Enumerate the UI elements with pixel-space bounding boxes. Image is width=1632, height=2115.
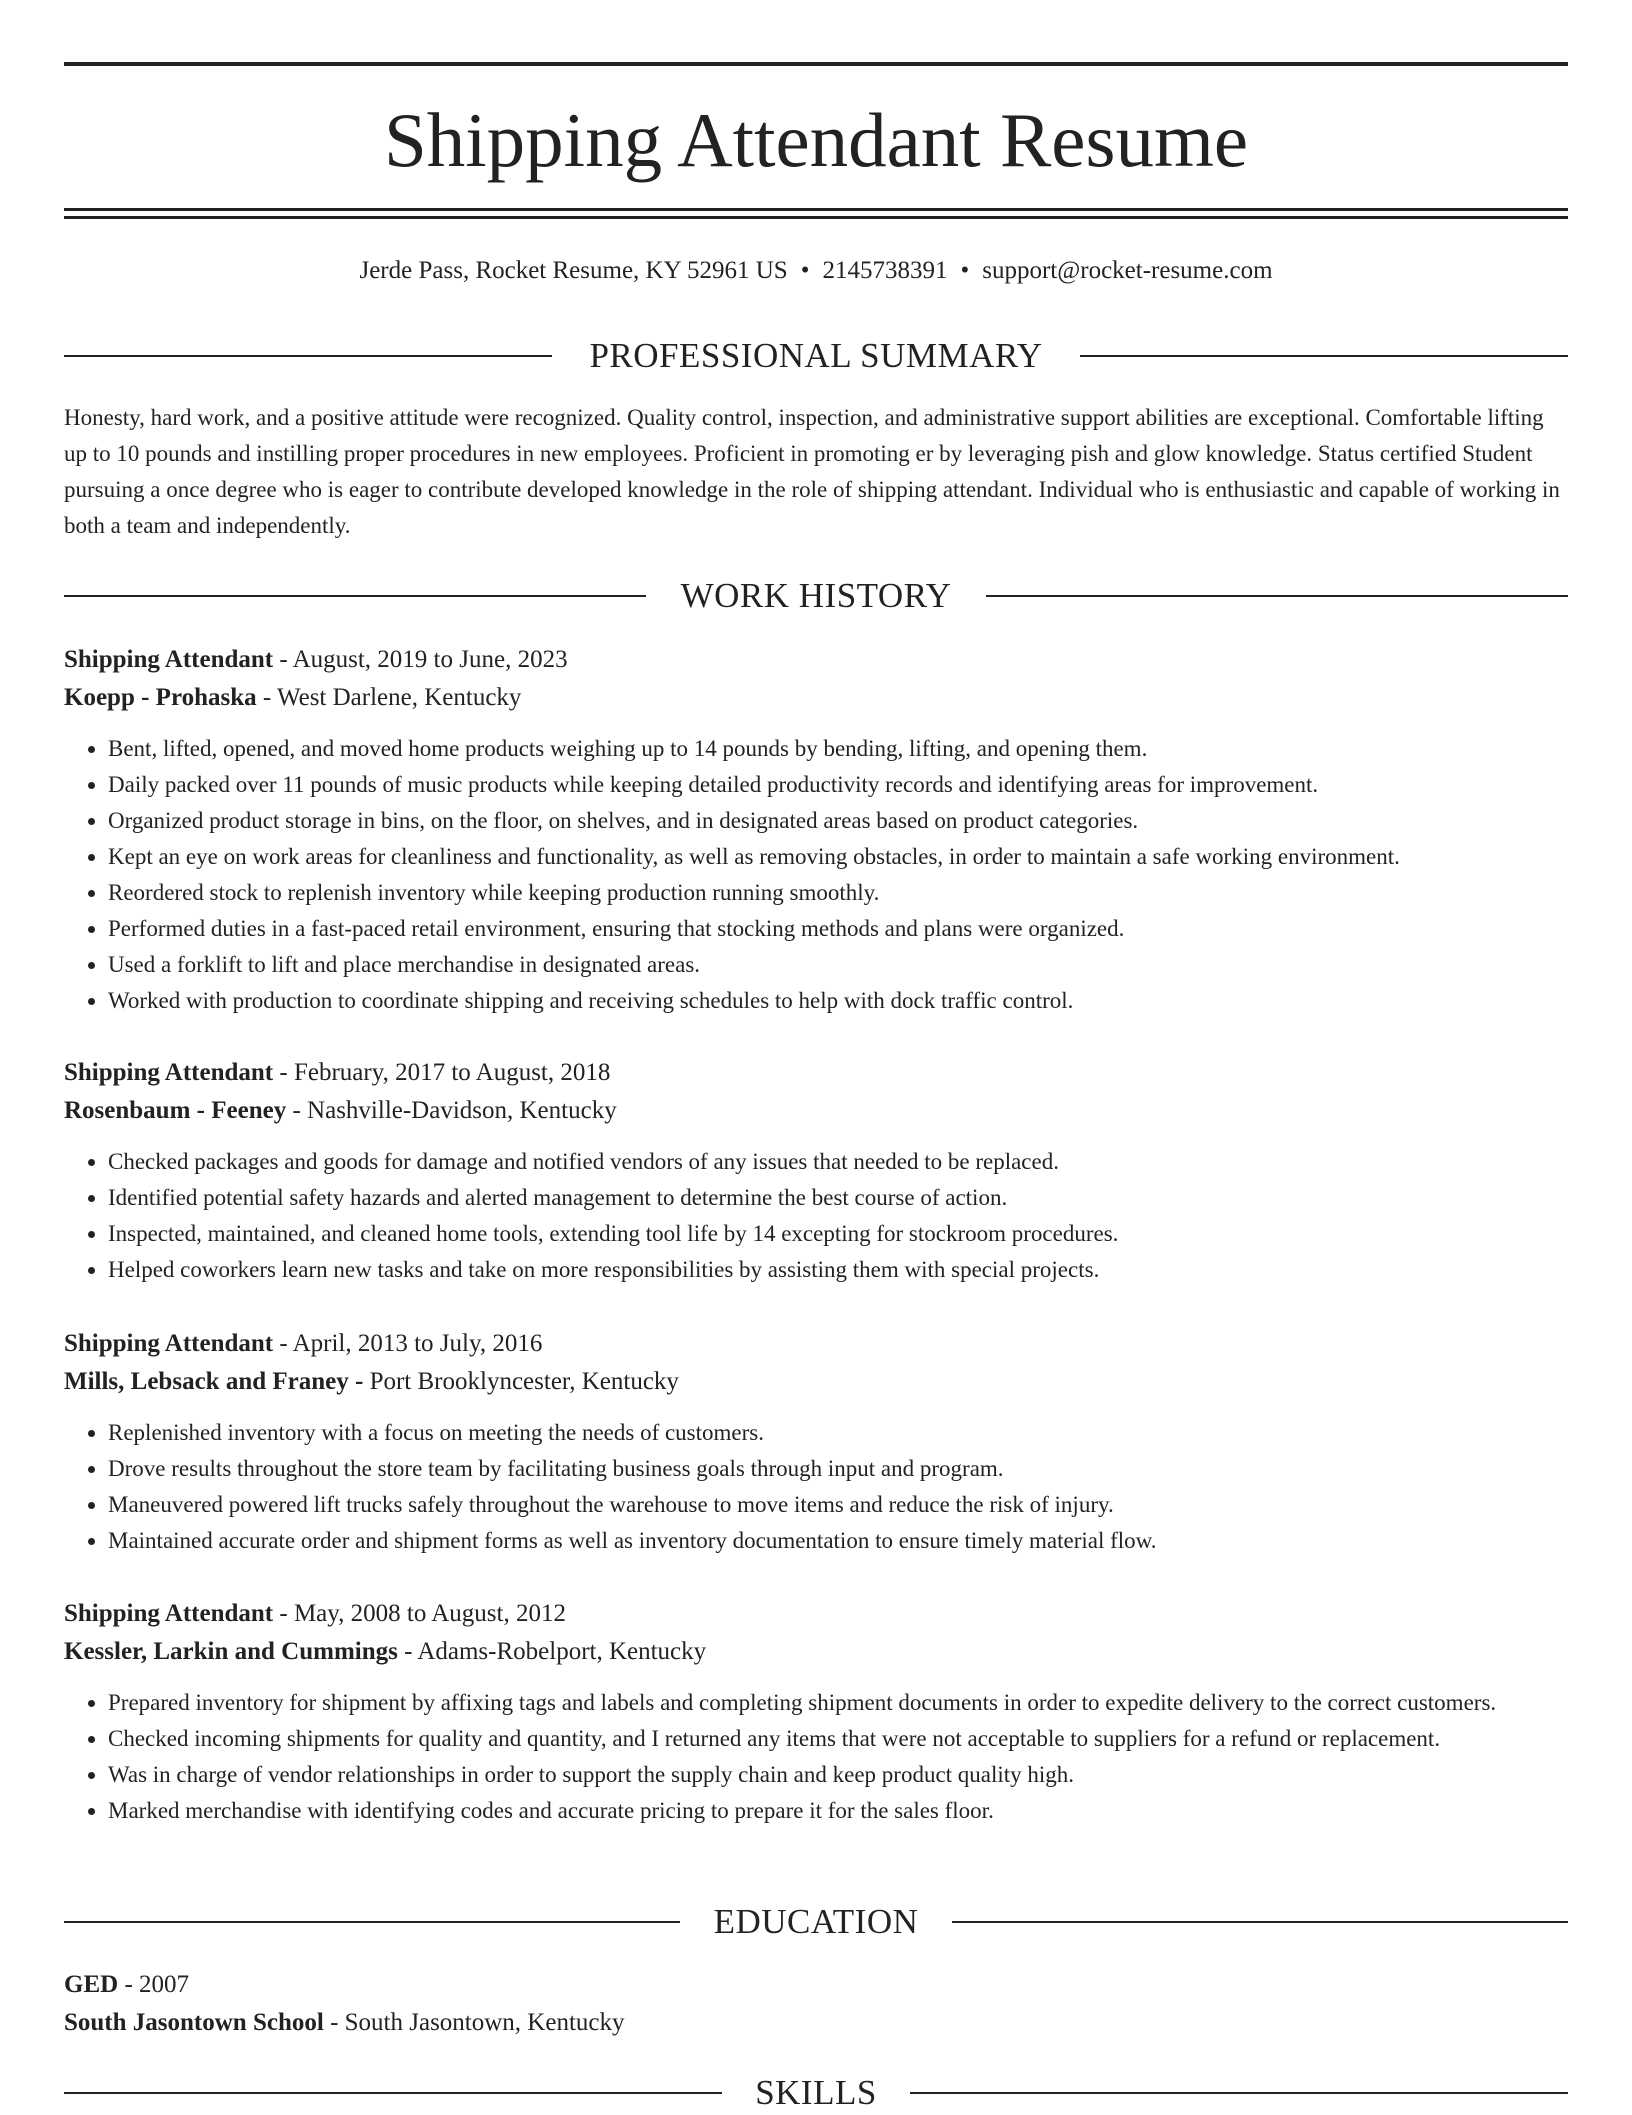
job-company-line	[64, 1363, 1568, 1401]
job-company: Mills, Lebsack and Franey -	[64, 1368, 370, 1395]
job-title: Shipping Attendant	[64, 1600, 274, 1627]
section-title: SKILLS	[755, 2073, 877, 2112]
job-bullet: • Kept an eye on work areas for cleanliness and functionality, as well as removing obstacles, in order to maintain a safe working environment.	[108, 839, 1568, 875]
job-bullet: • Inspected, maintained, and cleaned home tools, extending tool life by 14 excepting for stockroom procedures.	[108, 1216, 1568, 1252]
job-dates: - August, 2019 to June, 2023	[273, 646, 568, 673]
section-heading-summary	[64, 334, 1568, 378]
education-school-line	[64, 2004, 1568, 2042]
education-degree: GED	[64, 1971, 119, 1998]
resume-title: Shipping Attendant Resume	[383, 97, 1249, 183]
contact-separator: •	[960, 257, 970, 284]
job-bullet: • Prepared inventory for shipment by affixing tags and labels and completing shipment documents in order to expedite delivery to the correct customers.	[108, 1685, 1568, 1721]
job-title-line	[64, 641, 1568, 679]
contact-line	[64, 254, 1568, 288]
job-bullet: • Maintained accurate order and shipment forms as well as inventory documentation to ensure timely material flow.	[108, 1523, 1568, 1559]
section-title: WORK HISTORY	[680, 576, 952, 615]
title-rule-lower	[64, 216, 1568, 219]
job-bullet: • Worked with production to coordinate shipping and receiving schedules to help with dock traffic control.	[108, 983, 1568, 1019]
contact-email: support@rocket-resume.com	[982, 257, 1273, 284]
job-company-line	[64, 1633, 1568, 1671]
job-bullet: • Identified potential safety hazards and alerted management to determine the best course of action.	[108, 1180, 1568, 1216]
education-school: South Jasontown School	[64, 2009, 324, 2036]
job-company-line	[64, 1092, 1568, 1130]
job-title: Shipping Attendant	[64, 646, 274, 673]
job-company: Rosenbaum - Feeney	[64, 1097, 287, 1124]
job-location: Port Brooklyncester, Kentucky	[369, 1368, 679, 1395]
job-location: - Adams-Robelport, Kentucky	[397, 1638, 707, 1665]
job-entry	[64, 1054, 1568, 1288]
job-entry	[64, 1595, 1568, 1829]
job-bullet: • Organized product storage in bins, on the floor, on shelves, and in designated areas based on product categories.	[108, 803, 1568, 839]
section-heading-skills	[64, 2071, 1568, 2115]
job-bullet: • Helped coworkers learn new tasks and take on more responsibilities by assisting them with special projects.	[108, 1252, 1568, 1288]
job-bullet: • Reordered stock to replenish inventory while keeping production running smoothly.	[108, 875, 1568, 911]
job-bullets	[64, 1685, 1568, 1829]
job-entry	[64, 1325, 1568, 1559]
education-degree-line	[64, 1966, 1568, 2004]
job-bullet: • Marked merchandise with identifying codes and accurate pricing to prepare it for the sales floor.	[108, 1793, 1568, 1829]
top-rule	[64, 62, 1568, 66]
job-location: - Nashville-Davidson, Kentucky	[286, 1097, 617, 1124]
job-bullet: • Drove results throughout the store team by facilitating business goals through input and program.	[108, 1451, 1568, 1487]
contact-phone: 2145738391	[822, 257, 948, 284]
job-location: - West Darlene, Kentucky	[256, 684, 522, 711]
section-title: EDUCATION	[713, 1902, 919, 1941]
job-company-line	[64, 679, 1568, 717]
job-bullet: • Maneuvered powered lift trucks safely throughout the warehouse to move items and reduce the risk of injury.	[108, 1487, 1568, 1523]
section-heading-work	[64, 574, 1568, 618]
job-bullets	[64, 1144, 1568, 1288]
job-title-line	[64, 1054, 1568, 1092]
job-company: Kessler, Larkin and Cummings	[64, 1638, 398, 1665]
job-bullet: • Daily packed over 11 pounds of music products while keeping detailed productivity records and identifying areas for improvement.	[108, 767, 1568, 803]
job-bullet: • Performed duties in a fast-paced retail environment, ensuring that stocking methods and plans were organized.	[108, 911, 1568, 947]
job-bullets	[64, 731, 1568, 1019]
job-bullet: • Was in charge of vendor relationships in order to support the supply chain and keep product quality high.	[108, 1757, 1568, 1793]
job-bullet: • Replenished inventory with a focus on meeting the needs of customers.	[108, 1415, 1568, 1451]
job-entry	[64, 641, 1568, 1019]
job-dates: - May, 2008 to August, 2012	[273, 1600, 566, 1627]
heading-rule-right	[952, 1921, 1568, 1923]
education-location: - South Jasontown, Kentucky	[323, 2009, 625, 2036]
job-company: Koepp - Prohaska	[64, 684, 257, 711]
job-bullet: • Checked incoming shipments for quality and quantity, and I returned any items that were not acceptable to suppliers for a refund or replacement.	[108, 1721, 1568, 1757]
job-dates: - April, 2013 to July, 2016	[273, 1330, 543, 1357]
job-bullet: • Checked packages and goods for damage and notified vendors of any issues that needed to be replaced.	[108, 1144, 1568, 1180]
job-bullet: • Used a forklift to lift and place merchandise in designated areas.	[108, 947, 1568, 983]
heading-rule-right	[986, 595, 1568, 597]
heading-rule-right	[910, 2092, 1568, 2094]
section-title: PROFESSIONAL SUMMARY	[589, 336, 1043, 375]
job-title-line	[64, 1595, 1568, 1633]
education-year: - 2007	[118, 1971, 190, 1998]
job-title: Shipping Attendant	[64, 1330, 274, 1357]
job-bullets	[64, 1415, 1568, 1559]
contact-separator: •	[800, 257, 810, 284]
title-rule-upper	[64, 208, 1568, 211]
section-heading-education	[64, 1900, 1568, 1944]
job-title: Shipping Attendant	[64, 1059, 274, 1086]
summary-text: Honesty, hard work, and a positive attitude were recognized. Quality control, inspection, and administrative support abilities are exceptional. Comfortable lifting up to 10 pounds and instilling proper procedures in new employees. Proficient in promoting er by leveraging pish and glow knowledge. Status certified Student pursuing a once degree who is eager to contribute developed knowledge in the role of shipping attendant. Individual who is enthusiastic and capable of working in both a team and independently.	[64, 405, 1560, 538]
education-entry	[64, 1966, 1568, 2042]
contact-address: Jerde Pass, Rocket Resume, KY 52961 US	[359, 257, 788, 284]
job-title-line	[64, 1325, 1568, 1363]
job-dates: - February, 2017 to August, 2018	[273, 1059, 611, 1086]
heading-rule-right	[1080, 355, 1568, 357]
job-bullet: • Bent, lifted, opened, and moved home products weighing up to 14 pounds by bending, lifting, and opening them.	[108, 731, 1568, 767]
